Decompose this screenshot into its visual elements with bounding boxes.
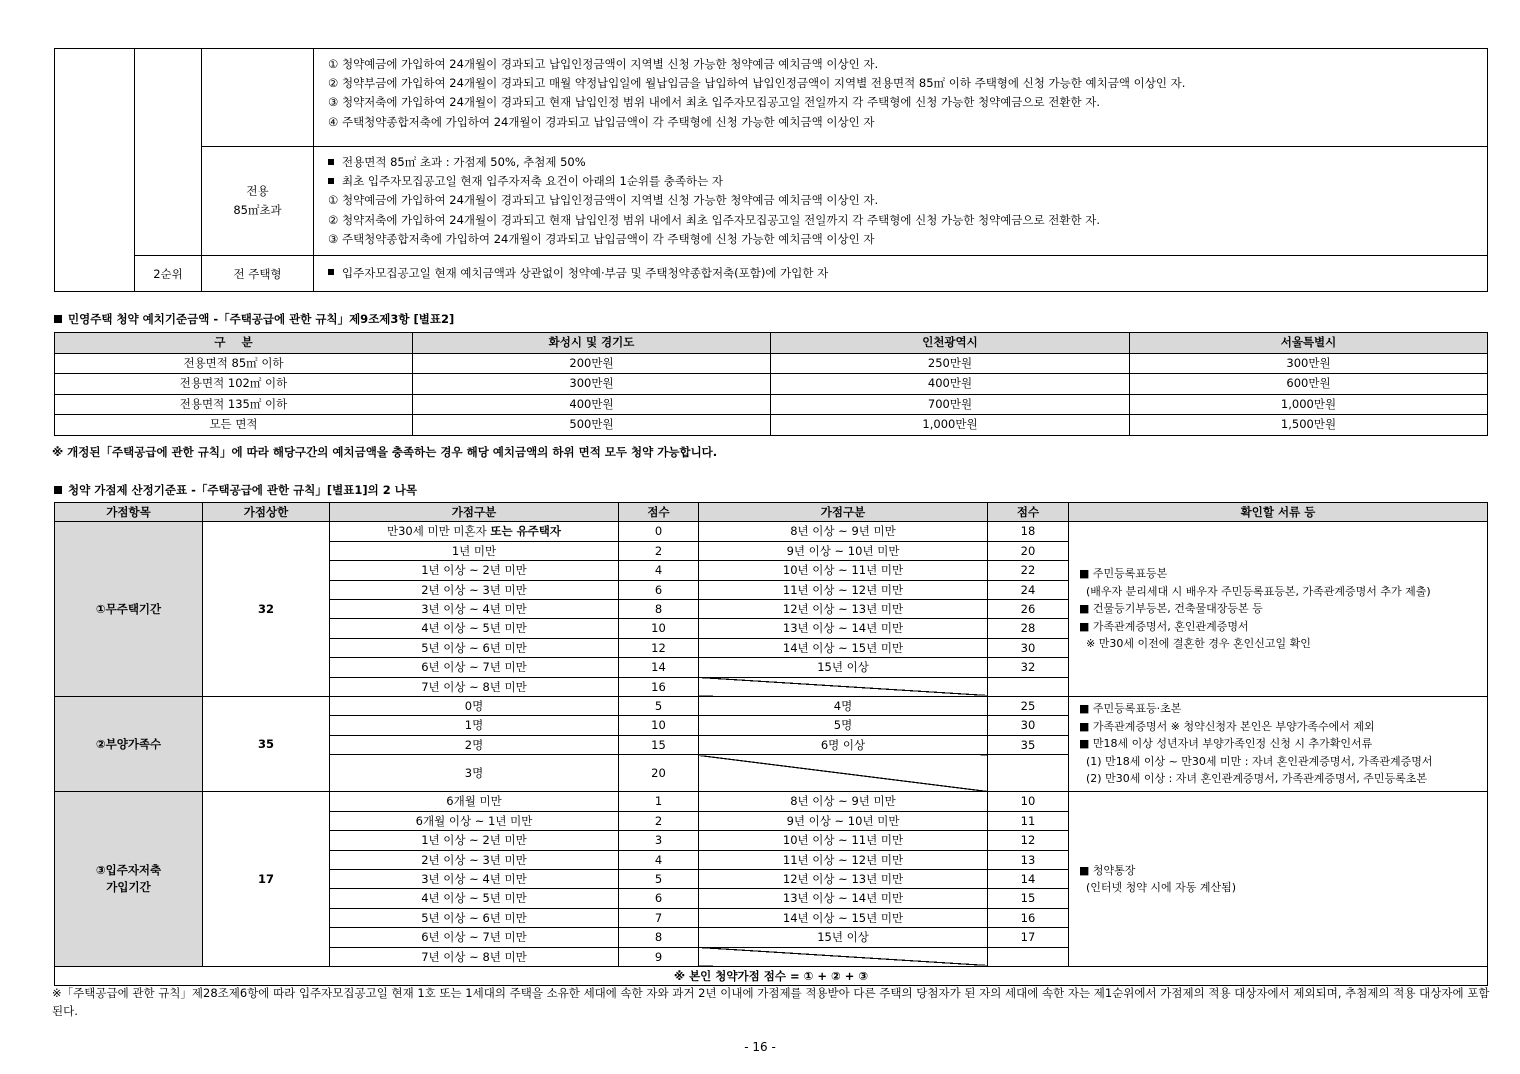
required-documents xyxy=(1069,792,1488,967)
table-cell: 6명 이상 xyxy=(699,735,988,754)
table-cell: 2 xyxy=(619,811,699,830)
criteria-cell-rank2 xyxy=(314,256,1488,292)
criteria-line: ② 청약저축에 가입하여 24개월이 경과되고 현재 납입인정 범위 내에서 최초 입주자모집공고일 전일까지 각 주택형에 신청 가능한 청약예금으로 전환한 자. xyxy=(328,212,1101,227)
required-documents xyxy=(1069,522,1488,697)
item-name-line: ③입주자저축 xyxy=(95,863,162,878)
doc-line: ■ 청약통장 xyxy=(1079,863,1136,877)
column-header: 가점구분 xyxy=(330,503,619,522)
table-cell: 6개월 이상 ~ 1년 미만 xyxy=(330,811,619,830)
bullet-icon xyxy=(328,178,334,184)
table-cell: 2 xyxy=(619,541,699,560)
table-cell: 1,000만원 xyxy=(771,415,1130,436)
table-cell: 20 xyxy=(988,541,1069,560)
table-cell: 30 xyxy=(988,716,1069,735)
table-cell: 4 xyxy=(619,850,699,869)
doc-line: ※ 만30세 이전에 결혼한 경우 혼인신고일 확인 xyxy=(1079,637,1311,651)
doc-line: ■ 가족관계증명서 ※ 청약신청자 본인은 부양가족수에서 제외 xyxy=(1079,719,1375,733)
criteria-line: ② 청약부금에 가입하여 24개월이 경과되고 매월 약정납입일에 월납입금을 납입하여 납입인정금액이 지역별 전용면적 85㎡ 이하 주택형에 신청 가능한 예치금액 이상인 자. xyxy=(328,76,1186,91)
table-cell: 8년 이상 ~ 9년 미만 xyxy=(699,792,988,811)
table-cell: 5년 이상 ~ 6년 미만 xyxy=(330,638,619,657)
table-cell: 14 xyxy=(988,869,1069,888)
table-cell: 11년 이상 ~ 12년 미만 xyxy=(699,580,988,599)
table-cell: 25 xyxy=(988,697,1069,716)
table-cell: 10년 이상 ~ 11년 미만 xyxy=(699,831,988,850)
table-row xyxy=(55,353,1488,374)
page-number: - 16 - xyxy=(744,1040,776,1054)
table-cell: 6개월 미만 xyxy=(330,792,619,811)
table-cell: 7년 이상 ~ 8년 미만 xyxy=(330,947,619,966)
table-cell: 22 xyxy=(988,561,1069,580)
type-all-label: 전 주택형 xyxy=(202,256,314,292)
table-cell: 0명 xyxy=(330,697,619,716)
table-cell: 10년 이상 ~ 11년 미만 xyxy=(699,561,988,580)
rank-2-label: 2순위 xyxy=(135,256,202,292)
table-cell: 20 xyxy=(619,755,699,792)
table-cell: 9년 이상 ~ 10년 미만 xyxy=(699,811,988,830)
table-cell: 1,500만원 xyxy=(1130,415,1488,436)
table-cell: 15 xyxy=(619,735,699,754)
table-row xyxy=(55,394,1488,415)
table-cell: 8년 이상 ~ 9년 미만 xyxy=(699,522,988,541)
cell-text-bold: 또는 유주택자 xyxy=(490,524,562,539)
criteria-cell-85-over xyxy=(314,147,1488,256)
column-header: 구 분 xyxy=(55,333,413,354)
column-header: 확인할 서류 등 xyxy=(1069,503,1488,522)
table-cell: 16 xyxy=(988,908,1069,927)
type-cell xyxy=(202,49,314,147)
doc-line: (배우자 분리세대 시 배우자 주민등록표등본, 가족관계증명서 추가 제출) xyxy=(1079,584,1431,598)
table-cell: 13년 이상 ~ 14년 미만 xyxy=(699,889,988,908)
table-cell: 14년 이상 ~ 15년 미만 xyxy=(699,908,988,927)
table-cell: 2년 이상 ~ 3년 미만 xyxy=(330,850,619,869)
doc-line: ■ 주민등록표등·초본 xyxy=(1079,702,1182,716)
cell-text: 만30세 미만 미혼자 xyxy=(386,524,491,539)
table-cell: 400만원 xyxy=(771,374,1130,395)
table-row xyxy=(55,522,1488,541)
item-max-score: 17 xyxy=(203,792,330,967)
subscription-rank-table xyxy=(54,48,1488,292)
item-no-home-period: ①무주택기간 xyxy=(55,522,203,697)
table-cell: 10 xyxy=(619,619,699,638)
bullet-icon xyxy=(54,315,62,323)
deposit-amount-table xyxy=(54,332,1488,436)
criteria-line: ① 청약예금에 가입하여 24개월이 경과되고 납입인정금액이 지역별 신청 가능한 청약예금 예치금액 이상인 자. xyxy=(328,193,879,208)
table-cell: 14년 이상 ~ 15년 미만 xyxy=(699,638,988,657)
table-cell: 9 xyxy=(619,947,699,966)
required-documents xyxy=(1069,697,1488,792)
total-score-formula: ※ 본인 청약가점 점수 = ① + ② + ③ xyxy=(55,966,1488,985)
table-cell: 9년 이상 ~ 10년 미만 xyxy=(699,541,988,560)
empty-diagonal-cell xyxy=(699,755,988,792)
doc-line: ■ 가족관계증명서, 혼인관계증명서 xyxy=(1079,619,1249,633)
table-cell: 400만원 xyxy=(413,394,771,415)
empty-diagonal-cell xyxy=(699,947,988,966)
table-cell: 12년 이상 ~ 13년 미만 xyxy=(699,600,988,619)
empty-diagonal-cell xyxy=(699,677,988,696)
column-header: 가점구분 xyxy=(699,503,988,522)
table-cell: 10 xyxy=(619,716,699,735)
doc-line: ■ 주민등록표등본 xyxy=(1079,567,1168,581)
column-header: 서울특별시 xyxy=(1130,333,1488,354)
table-cell: 35 xyxy=(988,735,1069,754)
table-cell: 600만원 xyxy=(1130,374,1488,395)
table-cell: 전용면적 85㎡ 이하 xyxy=(55,353,413,374)
table-cell xyxy=(330,522,619,541)
doc-line: (인터넷 청약 시에 자동 계산됨) xyxy=(1079,881,1237,895)
table-cell: 24 xyxy=(988,580,1069,599)
table-cell: 14 xyxy=(619,658,699,677)
section-title-score xyxy=(54,482,417,498)
score-criteria-table xyxy=(54,502,1488,986)
table-cell: 5 xyxy=(619,869,699,888)
table-cell: 6 xyxy=(619,889,699,908)
table-cell: 12 xyxy=(619,638,699,657)
criteria-line: ③ 청약저축에 가입하여 24개월이 경과되고 현재 납입인정 범위 내에서 최초 입주자모집공고일 전일까지 각 주택형에 신청 가능한 청약예금으로 전환한 자. xyxy=(328,95,1101,110)
table-cell: 11년 이상 ~ 12년 미만 xyxy=(699,850,988,869)
column-header: 인천광역시 xyxy=(771,333,1130,354)
criteria-line: ③ 주택청약종합저축에 가입하여 24개월이 경과되고 납입금액이 각 주택형에 신청 가능한 예치금액 이상인 자 xyxy=(328,231,875,246)
table-cell: 11 xyxy=(988,811,1069,830)
section-title-text: 청약 가점제 산정기준표 -「주택공급에 관한 규칙」[별표1]의 2 나목 xyxy=(68,483,417,497)
table-cell: 26 xyxy=(988,600,1069,619)
table-cell: 1년 미만 xyxy=(330,541,619,560)
table-cell: 6년 이상 ~ 7년 미만 xyxy=(330,658,619,677)
table-row xyxy=(55,792,1488,811)
table-cell: 2명 xyxy=(330,735,619,754)
rank-category-cell xyxy=(55,49,135,292)
doc-line: ■ 만18세 이상 성년자녀 부양가족인정 신청 시 추가확인서류 xyxy=(1079,737,1373,751)
table-cell: 13년 이상 ~ 14년 미만 xyxy=(699,619,988,638)
table-cell: 250만원 xyxy=(771,353,1130,374)
column-header: 가점항목 xyxy=(55,503,203,522)
table-cell: 8 xyxy=(619,928,699,947)
table-cell: 15 xyxy=(988,889,1069,908)
table-cell: 4 xyxy=(619,561,699,580)
column-header: 가점상한 xyxy=(203,503,330,522)
table-cell: 7 xyxy=(619,908,699,927)
table-cell: 17 xyxy=(988,928,1069,947)
doc-line: ■ 건물등기부등본, 건축물대장등본 등 xyxy=(1079,602,1263,616)
column-header: 점수 xyxy=(988,503,1069,522)
table-cell: 30 xyxy=(988,638,1069,657)
rank-1-cell xyxy=(135,49,202,256)
table-cell: 모든 면적 xyxy=(55,415,413,436)
item-savings-period xyxy=(55,792,203,967)
bullet-icon xyxy=(328,269,334,275)
criteria-bullet: 최초 입주자모집공고일 현재 입주자저축 요건이 아래의 1순위를 충족하는 자 xyxy=(342,174,723,189)
criteria-bullet: 입주자모집공고일 현재 예치금액과 상관없이 청약예·부금 및 주택청약종합저축(포함)에 가입한 자 xyxy=(342,265,829,280)
item-name-line: 가입기간 xyxy=(106,880,151,895)
table-cell: 200만원 xyxy=(413,353,771,374)
table-cell: 300만원 xyxy=(1130,353,1488,374)
section-title-text: 민영주택 청약 예치기준금액 -「주택공급에 관한 규칙」제9조제3항 [별표2] xyxy=(68,312,455,326)
table-row xyxy=(55,415,1488,436)
table-cell: 1,000만원 xyxy=(1130,394,1488,415)
table-cell: 3년 이상 ~ 4년 미만 xyxy=(330,869,619,888)
table-cell: 1년 이상 ~ 2년 미만 xyxy=(330,561,619,580)
table-cell: 32 xyxy=(988,658,1069,677)
criteria-line: ④ 주택청약종합저축에 가입하여 24개월이 경과되고 납입금액이 각 주택형에 신청 가능한 예치금액 이상인 자 xyxy=(328,114,875,129)
table-cell: 8 xyxy=(619,600,699,619)
table-cell: 13 xyxy=(988,850,1069,869)
table-cell: 전용면적 135㎡ 이하 xyxy=(55,394,413,415)
table-row xyxy=(55,374,1488,395)
table-cell: 16 xyxy=(619,677,699,696)
table-cell: 5 xyxy=(619,697,699,716)
column-header: 화성시 및 경기도 xyxy=(413,333,771,354)
bullet-icon xyxy=(54,486,62,494)
table-cell: 3년 이상 ~ 4년 미만 xyxy=(330,600,619,619)
table-cell: 3명 xyxy=(330,755,619,792)
section-title-deposit xyxy=(54,311,454,327)
table-cell: 7년 이상 ~ 8년 미만 xyxy=(330,677,619,696)
criteria-line: ① 청약예금에 가입하여 24개월이 경과되고 납입인정금액이 지역별 신청 가능한 청약예금 예치금액 이상인 자. xyxy=(328,57,879,71)
table-cell: 10 xyxy=(988,792,1069,811)
bullet-icon xyxy=(328,159,334,165)
type-label: 전용 xyxy=(246,184,269,198)
type-label: 85㎡초과 xyxy=(233,203,282,217)
doc-line: (1) 만18세 이상 ~ 만30세 미만 : 자녀 혼인관계증명서, 가족관계증명서 xyxy=(1079,754,1433,768)
type-cell-85-over xyxy=(202,147,314,256)
table-cell: 1년 이상 ~ 2년 미만 xyxy=(330,831,619,850)
table-cell: 0 xyxy=(619,522,699,541)
table-cell: 6년 이상 ~ 7년 미만 xyxy=(330,928,619,947)
table-cell: 5년 이상 ~ 6년 미만 xyxy=(330,908,619,927)
doc-line: (2) 만30세 이상 : 자녀 혼인관계증명서, 가족관계증명서, 주민등록초본 xyxy=(1079,772,1428,786)
table-cell: 12 xyxy=(988,831,1069,850)
table-cell: 15년 이상 xyxy=(699,658,988,677)
item-max-score: 35 xyxy=(203,697,330,792)
item-dependents: ②부양가족수 xyxy=(55,697,203,792)
table-cell: 300만원 xyxy=(413,374,771,395)
table-cell: 18 xyxy=(988,522,1069,541)
empty-cell xyxy=(988,755,1069,792)
table-cell: 4년 이상 ~ 5년 미만 xyxy=(330,619,619,638)
table-cell: 28 xyxy=(988,619,1069,638)
table-cell: 15년 이상 xyxy=(699,928,988,947)
table-cell: 4년 이상 ~ 5년 미만 xyxy=(330,889,619,908)
table-cell: 12년 이상 ~ 13년 미만 xyxy=(699,869,988,888)
criteria-cell-85-under xyxy=(314,49,1488,147)
table-cell: 500만원 xyxy=(413,415,771,436)
table-cell: 4명 xyxy=(699,697,988,716)
column-header: 점수 xyxy=(619,503,699,522)
table-cell: 6 xyxy=(619,580,699,599)
table-cell: 1 xyxy=(619,792,699,811)
table-cell: 전용면적 102㎡ 이하 xyxy=(55,374,413,395)
table-cell: 700만원 xyxy=(771,394,1130,415)
empty-cell xyxy=(988,677,1069,696)
footnote: ※「주택공급에 관한 규칙」제28조제6항에 따라 입주자모집공고일 현재 1호 또는 1세대의 주택을 소유한 세대에 속한 자와 과거 2년 이내에 가점제를 적용받아 다른 주택의 당첨자가 된 자의 세대에 속한 자는 제1순위에서 가점제의 적용 대상자에서 제외되며, 추첨제의 적용 대상자에 포함된다. xyxy=(52,986,1490,1018)
table-cell: 1명 xyxy=(330,716,619,735)
empty-cell xyxy=(988,947,1069,966)
table-cell: 3 xyxy=(619,831,699,850)
criteria-bullet: 전용면적 85㎡ 초과 : 가점제 50%, 추첨제 50% xyxy=(342,155,586,169)
table-cell: 2년 이상 ~ 3년 미만 xyxy=(330,580,619,599)
deposit-note: ※ 개정된「주택공급에 관한 규칙」에 따라 해당구간의 예치금액을 충족하는 경우 해당 예치금액의 하위 면적 모두 청약 가능합니다. xyxy=(52,445,718,459)
item-max-score: 32 xyxy=(203,522,330,697)
table-row xyxy=(55,697,1488,716)
table-cell: 5명 xyxy=(699,716,988,735)
